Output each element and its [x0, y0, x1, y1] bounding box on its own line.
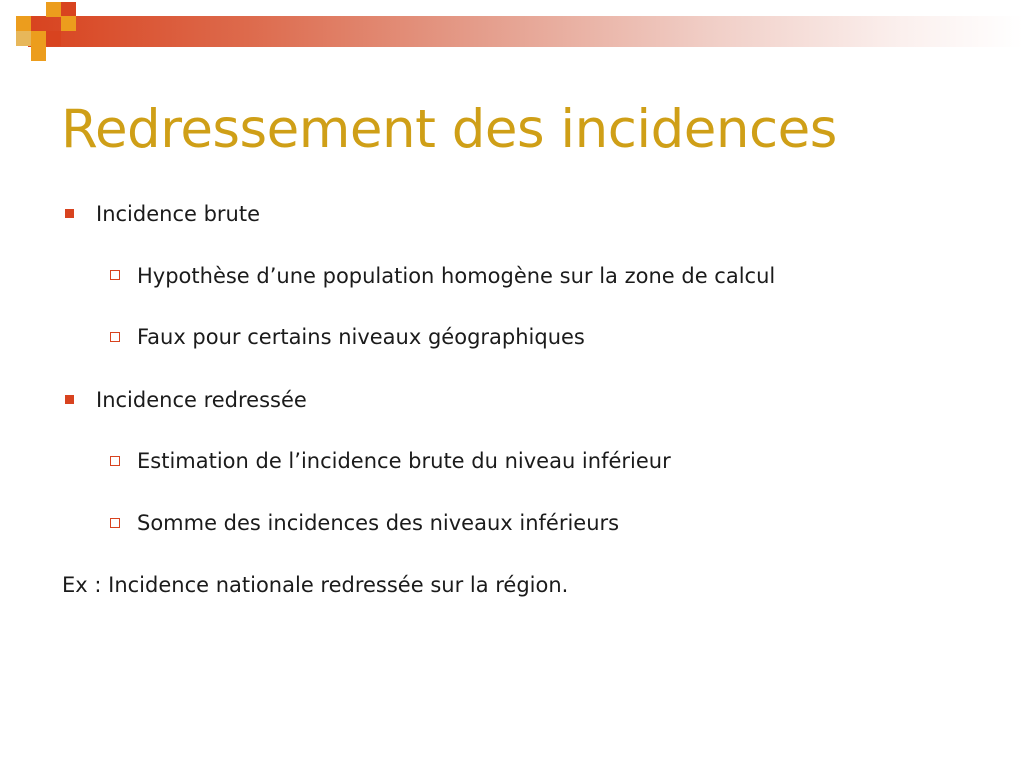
header-gradient-bar	[28, 16, 1023, 47]
decorative-square	[31, 31, 46, 46]
decorative-square	[46, 2, 61, 17]
example-note: Ex : Incidence nationale redressée sur la région.	[62, 573, 569, 597]
decorative-square	[16, 31, 31, 46]
sub-bullet-somme: Somme des incidences des niveaux inférieurs	[137, 511, 620, 535]
decorative-square	[31, 46, 46, 61]
decorative-square	[46, 31, 61, 46]
bullet-incidence-redressee: Incidence redressée	[96, 388, 307, 412]
decorative-square	[61, 2, 76, 17]
filled-square-bullet-icon	[65, 395, 74, 404]
decorative-square	[16, 16, 31, 31]
bullet-incidence-brute: Incidence brute	[96, 202, 261, 226]
hollow-square-bullet-icon	[110, 456, 120, 466]
filled-square-bullet-icon	[65, 209, 74, 218]
sub-bullet-hypothese: Hypothèse d’une population homogène sur la zone de calcul	[137, 264, 776, 288]
slide-title: Redressement des incidences	[61, 99, 837, 160]
decorative-square	[61, 16, 76, 31]
sub-bullet-faux: Faux pour certains niveaux géographiques	[137, 325, 585, 349]
hollow-square-bullet-icon	[110, 332, 120, 342]
sub-bullet-estimation: Estimation de l’incidence brute du niveau inférieur	[137, 449, 671, 473]
hollow-square-bullet-icon	[110, 270, 120, 280]
hollow-square-bullet-icon	[110, 518, 120, 528]
